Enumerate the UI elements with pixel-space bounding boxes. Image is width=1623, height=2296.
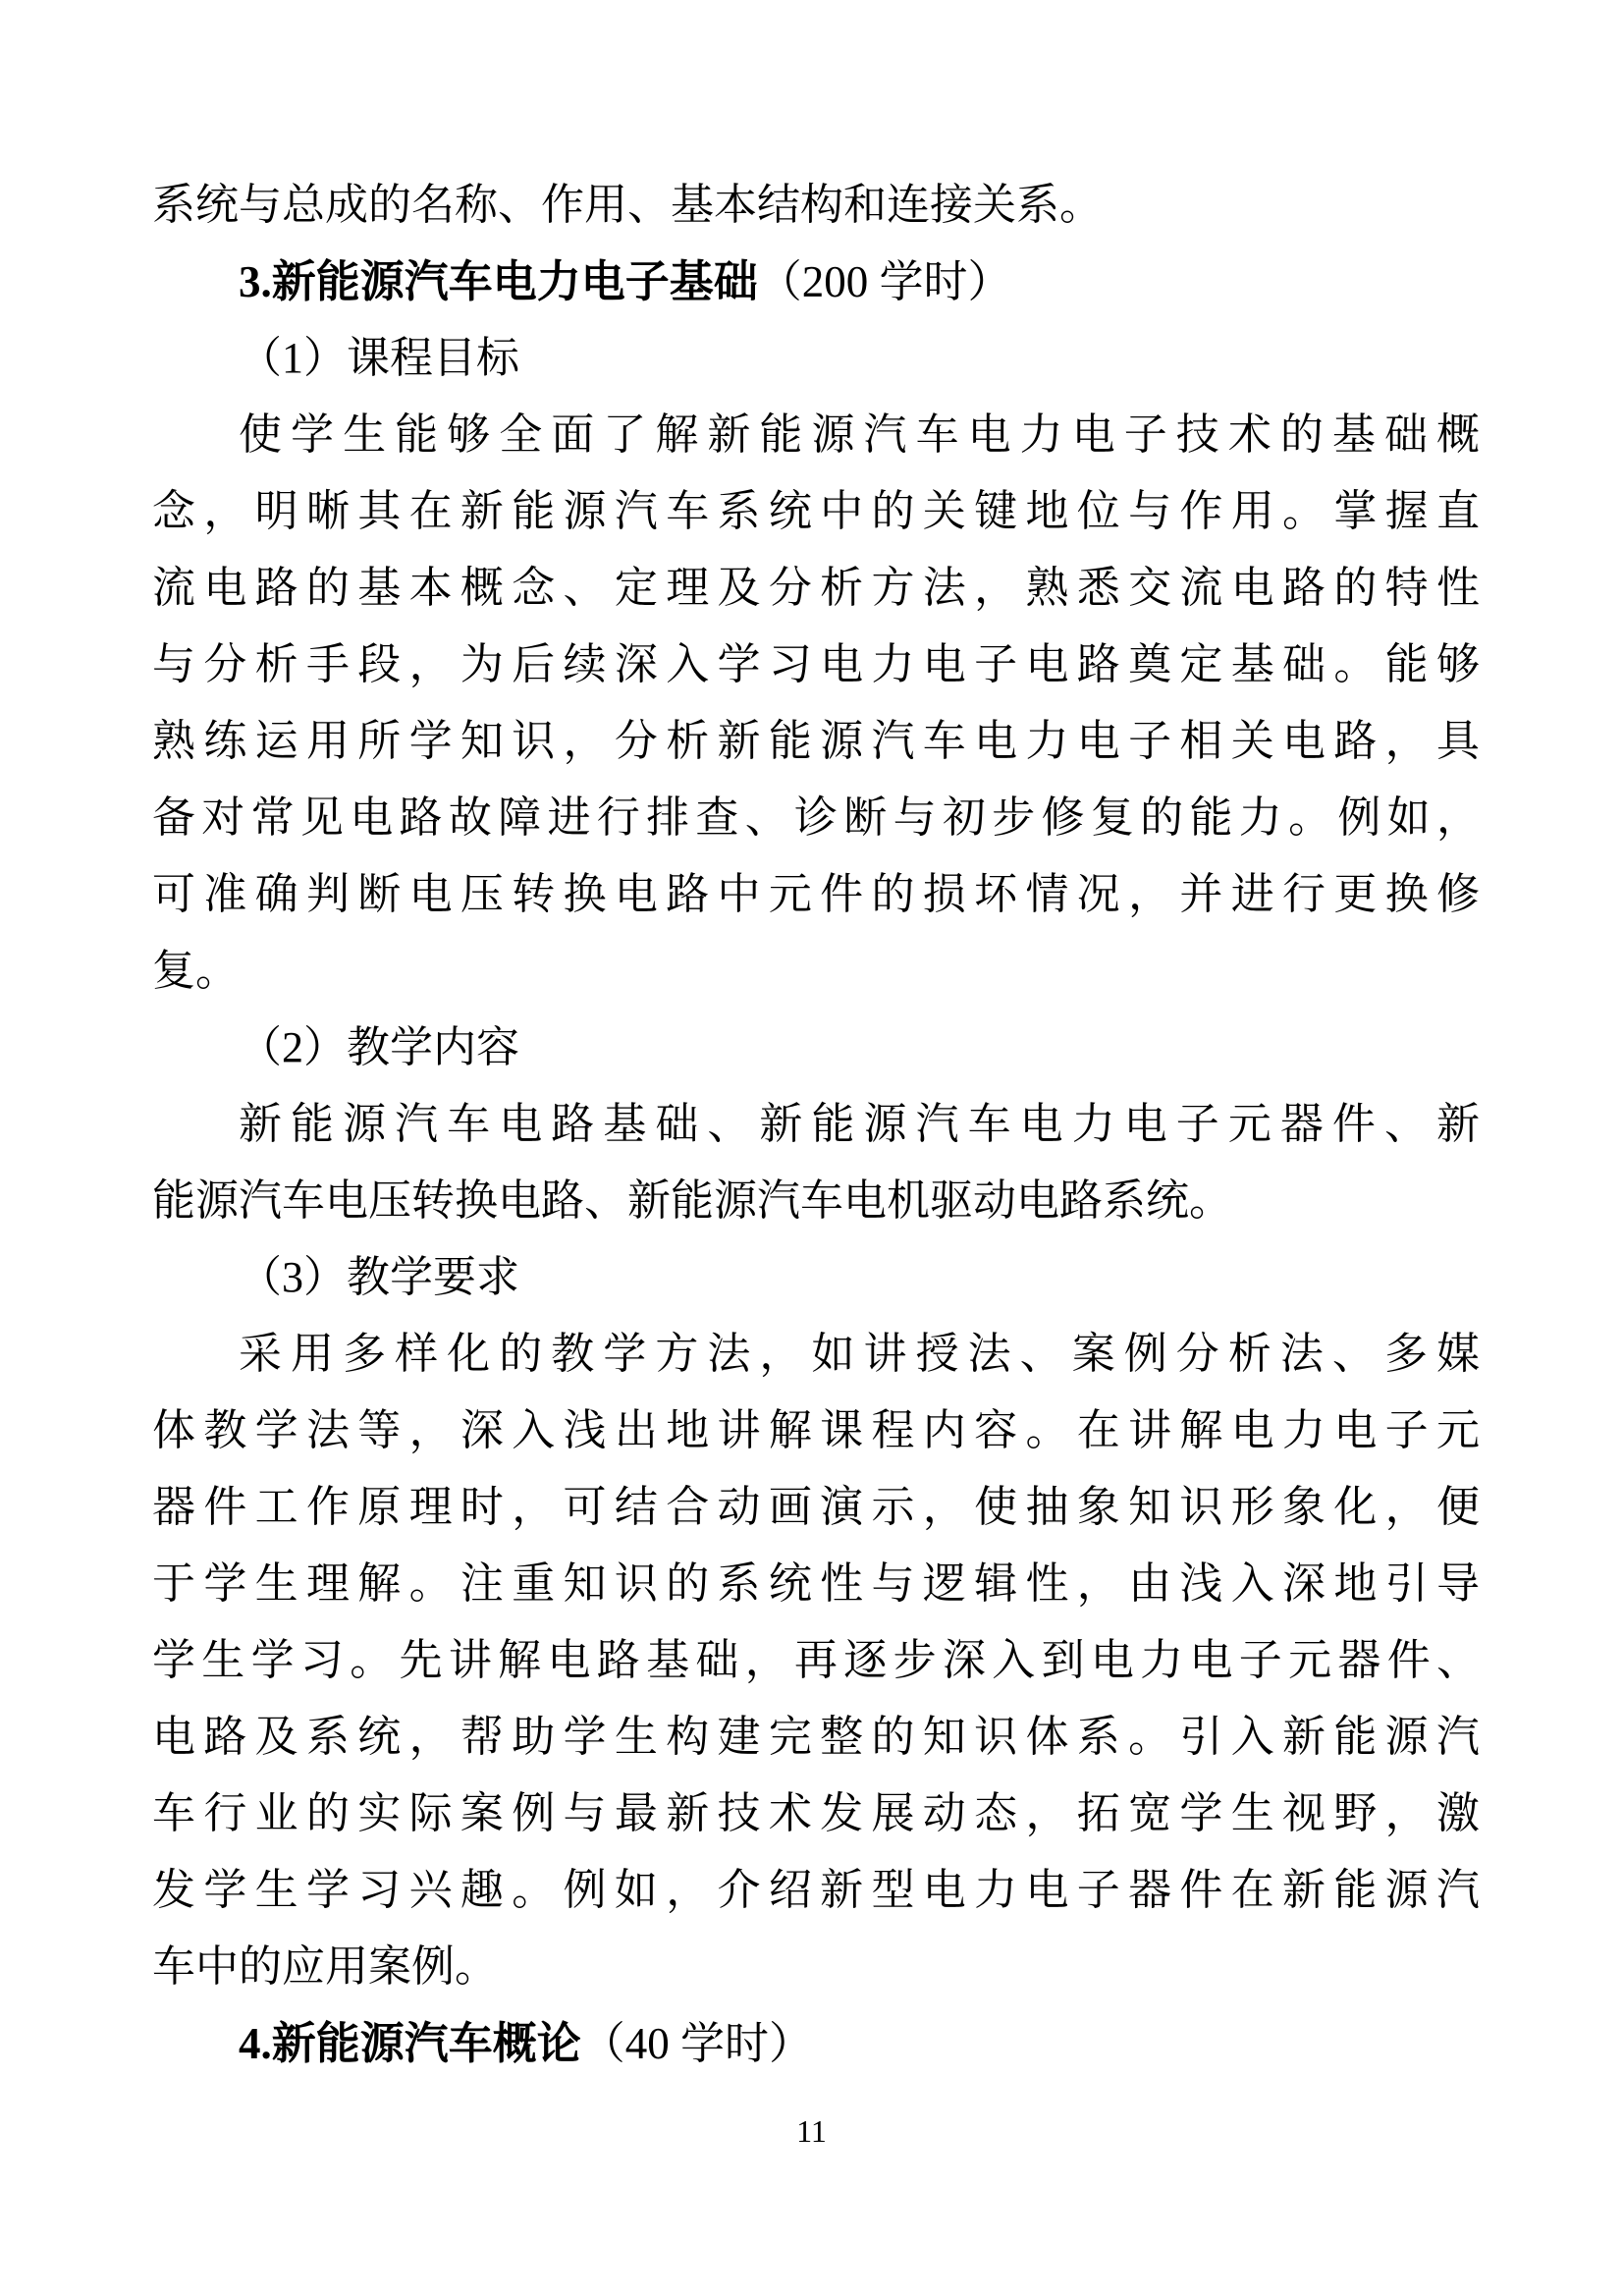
paragraph-last-line: 车中的应用案例。	[152, 1942, 498, 1991]
paragraph-line: 可准确判断电压转换电路中元件的损坏情况，并进行更换修	[152, 870, 1480, 918]
section-heading-3	[152, 244, 1480, 320]
paragraph-line: 学生学习。先讲解电路基础，再逐步深入到电力电子元器件、	[152, 1636, 1480, 1684]
section-heading-4-title: 4.新能源汽车概论	[239, 2019, 581, 2068]
paragraph-line: 发学生学习兴趣。例如，介绍新型电力电子器件在新能源汽	[152, 1866, 1480, 1914]
paragraph-line: 电路及系统，帮助学生构建完整的知识体系。引入新能源汽	[152, 1713, 1480, 1761]
paragraph-line: 使学生能够全面了解新能源汽车电力电子技术的基础概	[239, 410, 1480, 459]
subsection-label-course-objectives: （1）课程目标	[239, 334, 519, 382]
paragraph-line: 备对常见电路故障进行排查、诊断与初步修复的能力。例如，	[152, 793, 1480, 842]
subsection-label-teaching-requirements: （3）教学要求	[239, 1253, 519, 1301]
section-heading-4-hours: （40 学时）	[580, 2019, 814, 2068]
paragraph-line: 熟练运用所学知识，分析新能源汽车电力电子相关电路，具	[152, 717, 1480, 765]
paragraph-line: 与分析手段，为后续深入学习电力电子电路奠定基础。能够	[152, 640, 1480, 688]
page-number: 11	[796, 2113, 827, 2149]
paragraph-line: 体教学法等，深入浅出地讲解课程内容。在讲解电力电子元	[152, 1406, 1480, 1454]
section-heading-3-hours: （200 学时）	[757, 257, 1012, 306]
text-block	[152, 167, 1480, 2082]
paragraph-line: 念，明晰其在新能源汽车系统中的关键地位与作用。掌握直	[152, 487, 1480, 535]
subsection-label-teaching-content: （2）教学内容	[239, 1023, 519, 1071]
section-heading-3-title: 3.新能源汽车电力电子基础	[239, 257, 758, 306]
paragraph-line: 新能源汽车电路基础、新能源汽车电力电子元器件、新	[239, 1100, 1480, 1148]
paragraph-line: 流电路的基本概念、定理及分析方法，熟悉交流电路的特性	[152, 564, 1480, 612]
paragraph-line: 于学生理解。注重知识的系统性与逻辑性，由浅入深地引导	[152, 1559, 1480, 1608]
paragraph-line: 采用多样化的教学方法，如讲授法、案例分析法、多媒	[239, 1330, 1480, 1378]
paragraph-tail-line: 系统与总成的名称、作用、基本结构和连接关系。	[152, 181, 1103, 229]
section-heading-4	[152, 2005, 1480, 2082]
paragraph-line: 车行业的实际案例与最新技术发展动态，拓宽学生视野，激	[152, 1789, 1480, 1837]
paragraph-line: 器件工作原理时，可结合动画演示，使抽象知识形象化，便	[152, 1483, 1480, 1531]
paragraph-last-line: 能源汽车电压转换电路、新能源汽车电机驱动电路系统。	[152, 1176, 1232, 1225]
paragraph-last-line: 复。	[152, 947, 239, 995]
